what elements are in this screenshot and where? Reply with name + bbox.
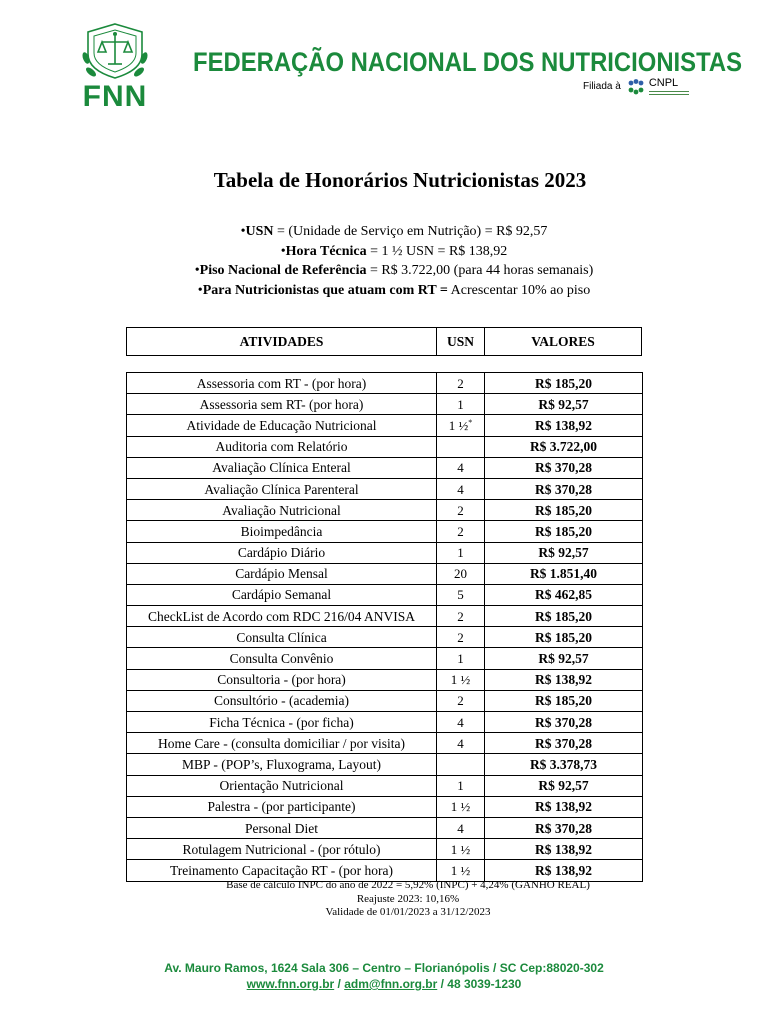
footer-contacts xyxy=(0,976,768,992)
usn-value: 1 xyxy=(457,545,464,561)
cell-usn xyxy=(437,394,485,415)
bullet-text: Acrescentar 10% ao piso xyxy=(447,282,591,298)
table-row xyxy=(127,521,643,542)
footnote-base: Base de cálculo INPC do ano de 2022 = 5,92% (INPC) + 4,24% (GANHO REAL) xyxy=(226,879,590,891)
affiliation xyxy=(583,78,689,95)
cell-valor: R$ 92,57 xyxy=(485,648,643,669)
usn-value: 1 xyxy=(457,396,464,412)
table-row xyxy=(127,394,643,415)
seal-icon xyxy=(82,20,148,82)
cell-atividade: Avaliação Clínica Parenteral xyxy=(127,478,437,499)
table-row xyxy=(127,457,643,478)
cell-atividade: Home Care - (consulta domiciliar / por visita) xyxy=(127,733,437,754)
cell-valor: R$ 370,28 xyxy=(485,457,643,478)
bullet-item xyxy=(0,242,768,262)
cell-atividade: Assessoria sem RT- (por hora) xyxy=(127,394,437,415)
table-row xyxy=(127,500,643,521)
usn-value: 2 xyxy=(457,375,464,391)
cell-valor: R$ 185,20 xyxy=(485,500,643,521)
footer xyxy=(0,960,768,992)
cell-atividade: Cardápio Semanal xyxy=(127,584,437,605)
bullet-term: Piso Nacional de Referência xyxy=(199,263,367,278)
cell-valor: R$ 138,92 xyxy=(485,796,643,817)
cell-atividade: Personal Diet xyxy=(127,817,437,838)
usn-value: 4 xyxy=(457,820,464,836)
cell-usn xyxy=(437,584,485,605)
cell-atividade: CheckList de Acordo com RDC 216/04 ANVISA xyxy=(127,606,437,627)
table-row xyxy=(127,478,643,499)
cell-usn xyxy=(437,457,485,478)
fnn-logo xyxy=(78,20,152,112)
bullet-item xyxy=(0,222,768,242)
bullet-marker: • xyxy=(194,263,200,278)
cell-valor: R$ 138,92 xyxy=(485,860,643,881)
table-row xyxy=(127,839,643,860)
cell-usn xyxy=(437,500,485,521)
table-row xyxy=(127,584,643,605)
summary-bullets xyxy=(0,222,768,300)
bullet-text: = (Unidade de Serviço em Nutrição) = R$ 92,57 xyxy=(273,224,548,239)
cell-usn xyxy=(437,648,485,669)
table-row xyxy=(127,690,643,711)
header-usn: USN xyxy=(437,328,485,355)
usn-value: 2 xyxy=(457,523,464,539)
phone-number: 48 3039-1230 xyxy=(447,977,522,991)
affiliation-label: Filiada à xyxy=(583,80,621,92)
usn-value: 5 xyxy=(457,587,464,603)
cell-valor: R$ 370,28 xyxy=(485,817,643,838)
cell-usn xyxy=(437,563,485,584)
table-row xyxy=(127,563,643,584)
cell-valor: R$ 185,20 xyxy=(485,373,643,394)
bullet-term: Hora Técnica xyxy=(285,243,367,259)
table-row xyxy=(127,733,643,754)
usn-value: 2 xyxy=(457,608,464,624)
cell-usn xyxy=(437,669,485,690)
usn-value: 1 ½ xyxy=(450,841,471,857)
cell-valor: R$ 92,57 xyxy=(485,394,643,415)
cell-usn xyxy=(437,542,485,563)
cell-usn xyxy=(437,373,485,394)
usn-value: 4 xyxy=(457,460,464,476)
cell-valor: R$ 185,20 xyxy=(485,690,643,711)
cell-usn xyxy=(437,478,485,499)
header-valores: VALORES xyxy=(531,333,595,349)
cell-valor: R$ 185,20 xyxy=(485,627,643,648)
table-row xyxy=(127,754,643,775)
cell-atividade: Palestra - (por participante) xyxy=(127,796,437,817)
bullet-marker: • xyxy=(197,282,203,298)
cell-atividade: Consulta Convênio xyxy=(127,648,437,669)
usn-value: 1 xyxy=(457,778,464,794)
cell-valor: R$ 3.722,00 xyxy=(485,436,643,457)
footer-separator: / xyxy=(334,977,345,991)
usn-value: 1 ½ xyxy=(448,417,469,433)
cell-valor: R$ 1.851,40 xyxy=(485,563,643,584)
cell-valor: R$ 185,20 xyxy=(485,606,643,627)
bullet-term: USN xyxy=(245,224,274,239)
website-link[interactable]: www.fnn.org.br xyxy=(246,977,335,991)
email-link[interactable]: adm@fnn.org.br xyxy=(344,977,438,991)
cell-atividade: Ficha Técnica - (por ficha) xyxy=(127,712,437,733)
usn-value: 1 ½ xyxy=(450,672,471,688)
cell-atividade: Rotulagem Nutricional - (por rótulo) xyxy=(127,839,437,860)
cell-atividade: Consultoria - (por hora) xyxy=(127,669,437,690)
cell-valor: R$ 462,85 xyxy=(485,584,643,605)
usn-value: 4 xyxy=(457,481,464,497)
cell-valor: R$ 138,92 xyxy=(485,839,643,860)
footnote xyxy=(0,879,768,920)
cell-atividade: Consultório - (academia) xyxy=(127,690,437,711)
cell-valor: R$ 185,20 xyxy=(485,521,643,542)
cell-atividade: Orientação Nutricional xyxy=(127,775,437,796)
cell-atividade: Avaliação Clínica Enteral xyxy=(127,457,437,478)
footer-separator: / xyxy=(437,977,448,991)
usn-value: 2 xyxy=(457,693,464,709)
table-row xyxy=(127,627,643,648)
cell-valor: R$ 370,28 xyxy=(485,478,643,499)
usn-footnote-mark: * xyxy=(468,417,473,427)
table-row xyxy=(127,817,643,838)
cell-usn xyxy=(437,712,485,733)
usn-value: 1 ½ xyxy=(450,799,471,815)
fees-table xyxy=(126,372,643,882)
table-row xyxy=(127,796,643,817)
bullet-marker: • xyxy=(280,243,286,259)
document-title: Tabela de Honorários Nutricionistas 2023 xyxy=(213,168,587,192)
organization-name: FEDERAÇÃO NACIONAL DOS NUTRICIONISTAS xyxy=(193,47,743,77)
bullet-term: Para Nutricionistas que atuam com RT = xyxy=(202,282,448,298)
bullet-item xyxy=(0,281,768,301)
cell-usn xyxy=(437,415,485,436)
cell-usn xyxy=(437,733,485,754)
usn-value: 4 xyxy=(457,714,464,730)
cell-atividade: Consulta Clínica xyxy=(127,627,437,648)
cell-atividade: Treinamento Capacitação RT - (por hora) xyxy=(127,860,437,881)
usn-value: 2 xyxy=(457,502,464,518)
cell-usn xyxy=(437,860,485,881)
cell-usn xyxy=(437,775,485,796)
footnote-validade: Validade de 01/01/2023 a 31/12/2023 xyxy=(325,906,491,918)
cell-usn xyxy=(437,754,485,775)
cell-atividade: Assessoria com RT - (por hora) xyxy=(127,373,437,394)
table-row xyxy=(127,648,643,669)
cell-atividade: Cardápio Mensal xyxy=(127,563,437,584)
cell-valor: R$ 3.378,73 xyxy=(485,754,643,775)
cell-usn xyxy=(437,627,485,648)
cell-usn xyxy=(437,606,485,627)
footnote-reajuste: Reajuste 2023: 10,16% xyxy=(356,892,460,905)
table-row xyxy=(127,436,643,457)
header-atividades: ATIVIDADES xyxy=(127,328,437,355)
logo-acronym: FNN xyxy=(82,80,148,113)
cell-valor: R$ 370,28 xyxy=(485,712,643,733)
cnpl-subtitle-lines xyxy=(649,91,689,95)
footer-address: Av. Mauro Ramos, 1624 Sala 306 – Centro – Florianópolis / SC Cep:88020-302 xyxy=(164,961,604,975)
cnpl-logo xyxy=(626,78,689,95)
table-row xyxy=(127,542,643,563)
usn-value: 2 xyxy=(457,629,464,645)
cell-valor: R$ 92,57 xyxy=(485,775,643,796)
cell-atividade: Atividade de Educação Nutricional xyxy=(127,415,437,436)
bullet-text: = R$ 3.722,00 (para 44 horas semanais) xyxy=(366,263,594,278)
cell-usn xyxy=(437,436,485,457)
cell-atividade: MBP - (POP’s, Fluxograma, Layout) xyxy=(127,754,437,775)
usn-value: 1 ½ xyxy=(450,862,471,878)
cell-valor: R$ 370,28 xyxy=(485,733,643,754)
usn-value: 1 xyxy=(457,651,464,667)
cell-atividade: Auditoria com Relatório xyxy=(127,436,437,457)
cell-atividade: Cardápio Diário xyxy=(127,542,437,563)
table-row xyxy=(127,712,643,733)
table-row xyxy=(127,415,643,436)
table-row xyxy=(127,860,643,881)
usn-value: 4 xyxy=(457,735,464,751)
cell-usn xyxy=(437,690,485,711)
cell-usn xyxy=(437,521,485,542)
table-row xyxy=(127,373,643,394)
table-row xyxy=(127,606,643,627)
cell-usn xyxy=(437,796,485,817)
cell-valor: R$ 138,92 xyxy=(485,669,643,690)
bullet-item xyxy=(0,261,768,281)
cell-atividade: Bioimpedância xyxy=(127,521,437,542)
cell-valor: R$ 138,92 xyxy=(485,415,643,436)
bullet-text: = 1 ½ USN = R$ 138,92 xyxy=(366,243,508,259)
table-header xyxy=(126,327,642,356)
usn-value: 20 xyxy=(454,566,467,582)
cell-usn xyxy=(437,839,485,860)
cell-valor: R$ 92,57 xyxy=(485,542,643,563)
cnpl-logo-icon xyxy=(626,79,646,95)
cell-usn xyxy=(437,817,485,838)
table-row xyxy=(127,669,643,690)
cell-atividade: Avaliação Nutricional xyxy=(127,500,437,521)
bullet-marker: • xyxy=(240,224,246,239)
cnpl-acronym: CNPL xyxy=(648,77,679,89)
table-row xyxy=(127,775,643,796)
